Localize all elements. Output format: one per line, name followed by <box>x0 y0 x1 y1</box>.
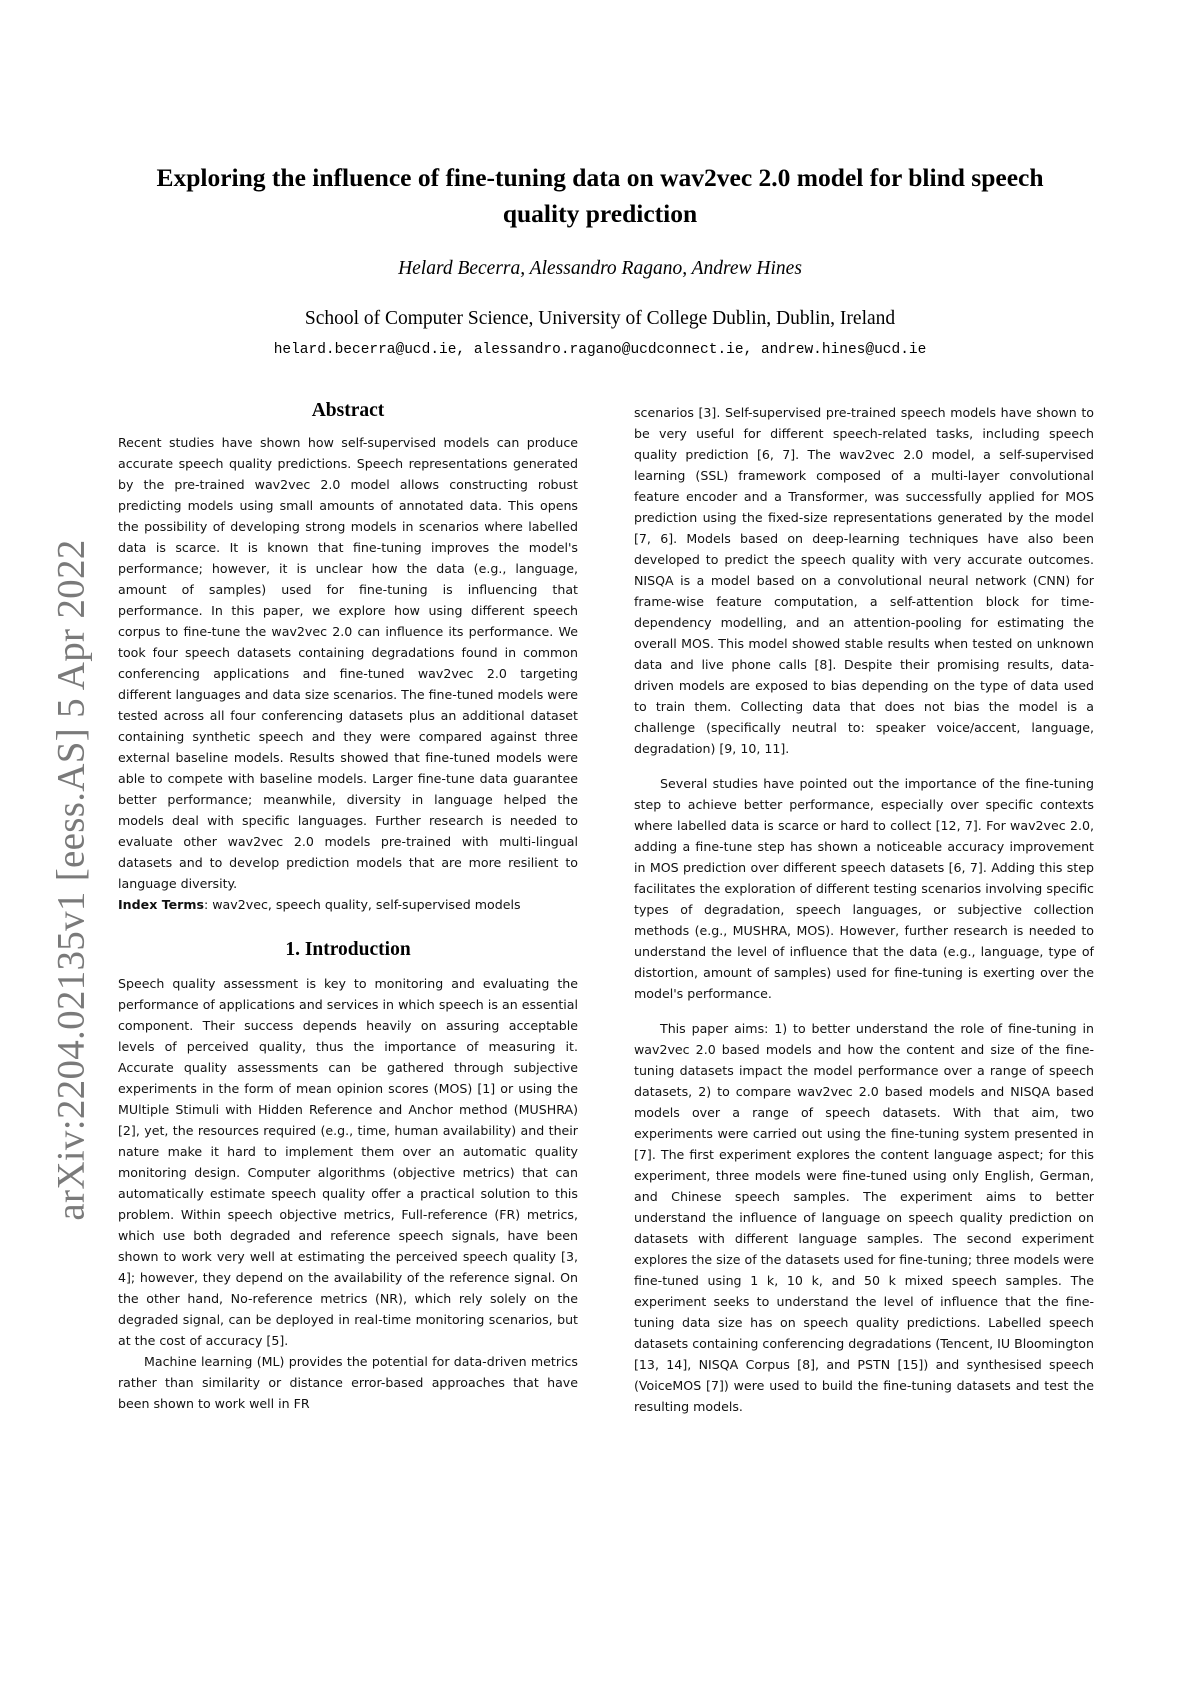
right-column <box>634 402 1094 1417</box>
intro-paragraph-5: This paper aims: 1) to better understand the role of fine-tuning in wav2vec 2.0 based models and how the content and size of the fine-tuning datasets impact the model performance over a range of speech datasets, 2) to compare wav2vec 2.0 based models and NISQA based models over a range of speech datasets. With that aim, two experiments were carried out using the fine-tuning system presented in [7]. The first experiment explores the content language aspect; for this experiment, three models were fine-tuned using only English, German, and Chinese speech samples. The experiment aims to better understand the influence of language on speech quality prediction on datasets with different language samples. The second experiment explores the size of the datasets used for fine-tuning; three models were fine-tuned using 1 k, 10 k, and 50 k mixed speech samples. The experiment seeks to understand the level of influence that the fine-tuning data size has on speech quality predictions. Labelled speech datasets containing conferencing degradations (Tencent, IU Bloomington [13, 14], NISQA Corpus [8], and PSTN [15]) and synthesised speech (VoiceMOS [7]) were used to build the fine-tuning datasets and test the resulting models. <box>634 1021 1094 1414</box>
author-list: Helard Becerra, Alessandro Ragano, Andrew Hines <box>398 258 802 279</box>
arxiv-identifier: arXiv:2204.02135v1 [eess.AS] 5 Apr 2022 <box>49 539 93 1221</box>
paper-title: Exploring the influence of fine-tuning data on wav2vec 2.0 model for blind speech quality prediction <box>156 163 1044 228</box>
intro-paragraph-3: scenarios [3]. Self-supervised pre-trained speech models have shown to be very useful for different speech-related tasks, including speech quality prediction [6, 7]. The wav2vec 2.0 model, a self-supervised learning (SSL) framework composed of a multi-layer convolutional feature encoder and a Transformer, was successfully applied for MOS prediction using the fixed-size representations generated by the model [7, 6]. Models based on deep-learning techniques have also been developed to predict the speech quality with very accurate outcomes. NISQA is a model based on a convolutional neural network (CNN) for frame-wise feature computation, a self-attention block for time-dependency modelling, and an attention-pooling for estimating the overall MOS. This model showed stable results when tested on unknown data and live phone calls [8]. Despite their promising results, data-driven models are exposed to bias depending on the type of data used to train them. Collecting data that does not bias the model is a challenge (specifically neutral to: speaker voice/accent, language, degradation) [9, 10, 11]. <box>634 405 1094 756</box>
abstract-heading: Abstract <box>311 400 385 421</box>
intro-paragraph-2: Machine learning (ML) provides the potential for data-driven metrics rather than similarity or distance error-based approaches that have been shown to work well in FR <box>118 1354 578 1411</box>
introduction-heading: 1. Introduction <box>285 939 411 960</box>
intro-paragraph-4: Several studies have pointed out the importance of the fine-tuning step to achieve better performance, especially over specific contexts where labelled data is scarce or hard to collect [12, 7]. For wav2vec 2.0, adding a fine-tune step has shown a noticeable accuracy improvement in MOS prediction over different speech datasets [6, 7]. Adding this step facilitates the exploration of different testing scenarios involving specific types of degradation, speech languages, or subjective collection methods (e.g., MUSHRA, MOS). However, further research is needed to understand the level of influence that the data (e.g., language, type of distortion, amount of samples) used for fine-tuning is exerting over the model's performance. <box>634 776 1094 1001</box>
affiliation: School of Computer Science, University of College Dublin, Dublin, Ireland <box>304 308 896 329</box>
intro-paragraph-1: Speech quality assessment is key to monitoring and evaluating the performance of applications and services in which speech is an essential component. Their success depends heavily on assuring acceptable levels of perceived quality, thus the importance of measuring it. Accurate quality assessments can be gathered through subjective experiments in the form of mean opinion scores (MOS) [1] or using the MUltiple Stimuli with Hidden Reference and Anchor method (MUSHRA) [2], yet, the resources required (e.g., time, human availability) and their nature make it hard to implement them over an automatic quality monitoring design. Computer algorithms (objective metrics) that can automatically estimate speech quality offer a practical solution to this problem. Within speech objective metrics, Full-reference (FR) metrics, which use both degraded and reference speech signals, have been shown to work very well at estimating the perceived speech quality [3, 4]; however, they depend on the availability of the reference signal. On the other hand, No-reference metrics (NR), which rely solely on the degraded signal, can be deployed in real-time monitoring scenarios, but at the cost of accuracy [5]. <box>118 976 578 1348</box>
index-terms-label: Index Terms <box>118 897 205 912</box>
index-terms <box>118 894 578 915</box>
index-terms-text: : wav2vec, speech quality, self-supervised models <box>204 897 521 912</box>
left-column <box>118 398 578 1414</box>
abstract-text: Recent studies have shown how self-supervised models can produce accurate speech quality predictions. Speech representations generated by the pre-trained wav2vec 2.0 model allows constructing robust predicting models using small amounts of annotated data. This opens the possibility of developing strong models in scenarios where labelled data is scarce. It is known that fine-tuning improves the model's performance; however, it is unclear how the data (e.g., language, amount of samples) used for fine-tuning is influencing that performance. In this paper, we explore how using different speech corpus to fine-tune the wav2vec 2.0 can influence its performance. We took four speech datasets containing degradations found in common conferencing applications and fine-tuned wav2vec 2.0 targeting different languages and data size scenarios. The fine-tuned models were tested across all four conferencing datasets plus an additional dataset containing synthetic speech and they were compared against three external baseline models. Results showed that fine-tuned models were able to compete with baseline models. Larger fine-tune data guarantee better performance; meanwhile, diversity in language helped the models deal with specific languages. Further research is needed to evaluate other wav2vec 2.0 models pre-trained with multi-lingual datasets and to develop prediction models that are more resilient to language diversity. <box>118 435 578 891</box>
author-emails: helard.becerra@ucd.ie, alessandro.ragano@ucdconnect.ie, andrew.hines@ucd.ie <box>273 342 927 358</box>
